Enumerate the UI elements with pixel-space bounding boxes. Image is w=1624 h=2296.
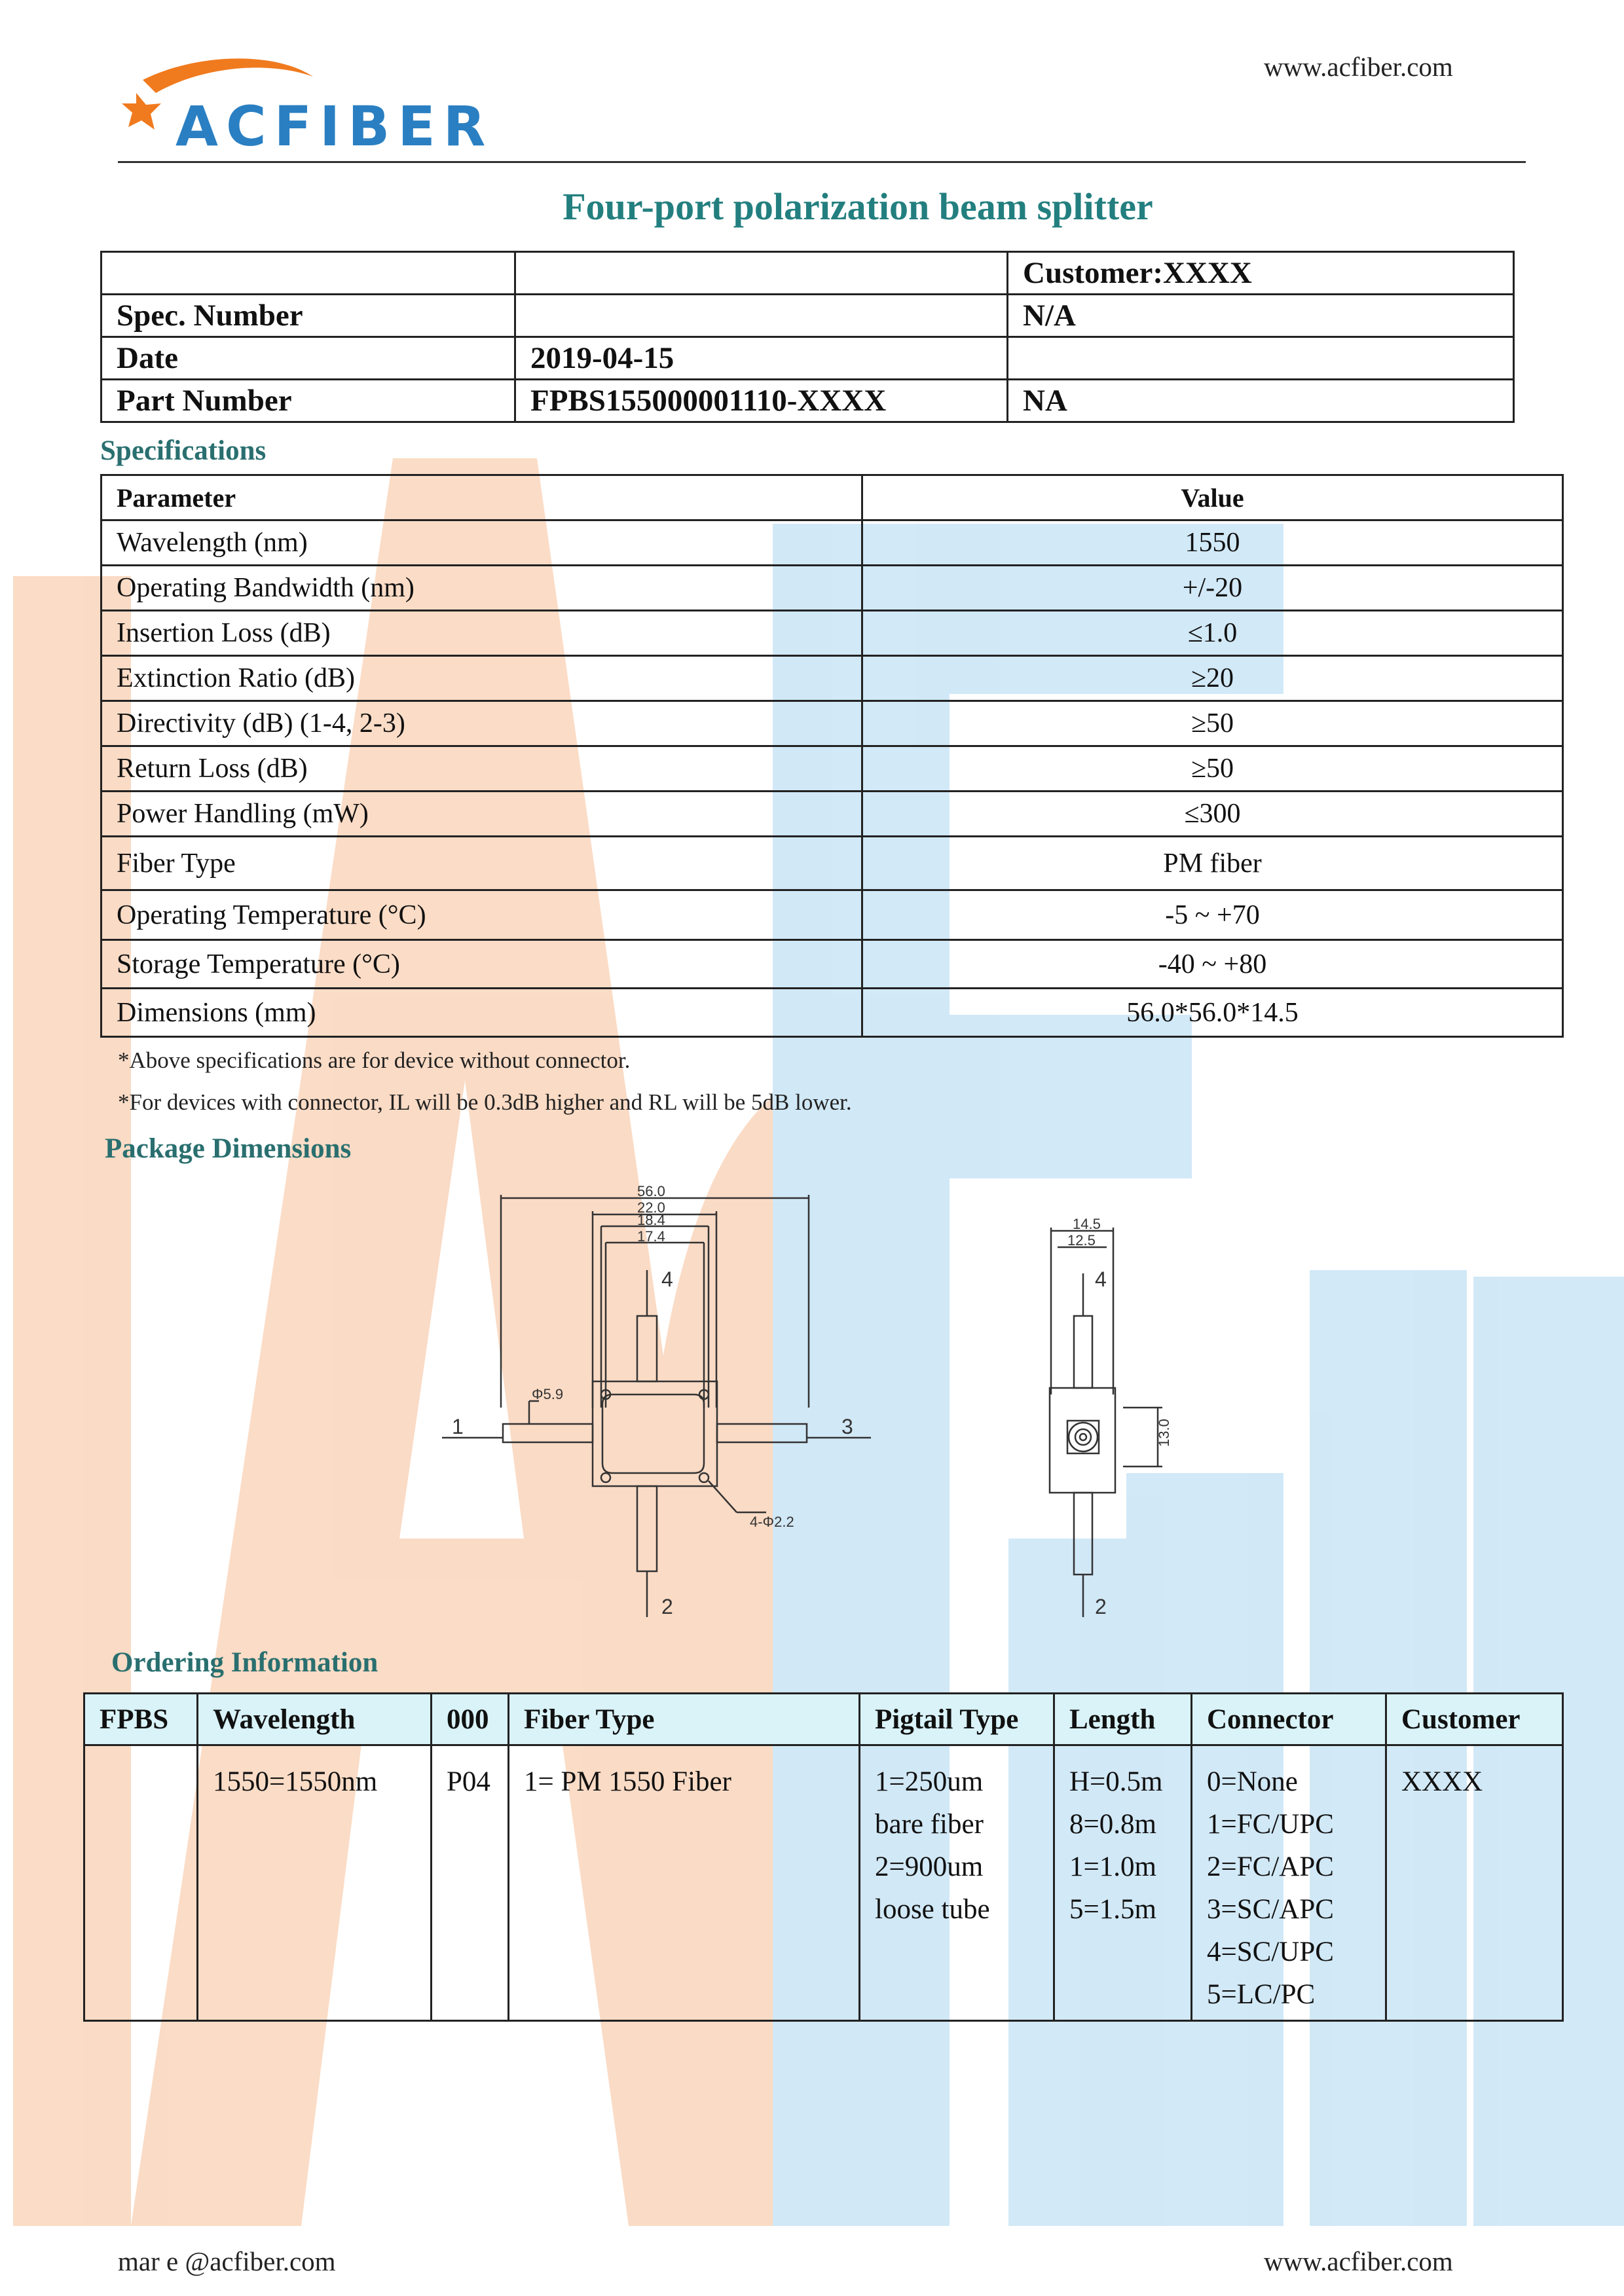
- port-2-label: 2: [661, 1595, 673, 1618]
- list-item: 8=0.8m: [1069, 1809, 1156, 1840]
- ordering-header-fpbs: FPBS: [84, 1694, 198, 1745]
- ordering-header-customer: Customer: [1386, 1694, 1563, 1745]
- spec-value: -5 ~ +70: [862, 890, 1563, 940]
- spec-value: ≥50: [862, 701, 1563, 746]
- spec-value: -40 ~ +80: [862, 940, 1563, 989]
- spec-parameter: Operating Temperature (°C): [101, 890, 862, 940]
- fiber-type-options: [509, 1745, 860, 2021]
- footer-email[interactable]: mar e @acfiber.com: [118, 2246, 336, 2276]
- spec-value: +/-20: [862, 566, 1563, 611]
- code-options: [432, 1745, 509, 2021]
- dim-17-label: 17.4: [637, 1228, 665, 1245]
- ordering-header-length: Length: [1054, 1694, 1192, 1745]
- package-dimension-drawing: [426, 1175, 1211, 1633]
- spec-value: 56.0*56.0*14.5: [862, 989, 1563, 1037]
- dim-14-label: 14.5: [1073, 1216, 1101, 1232]
- table-row: [101, 940, 1563, 989]
- ordering-header-row: [84, 1694, 1563, 1745]
- spec-value: ≤1.0: [862, 611, 1563, 656]
- acfiber-logo: [117, 54, 494, 158]
- spec-parameter: Storage Temperature (°C): [101, 940, 862, 989]
- list-item: XXXX: [1401, 1766, 1483, 1797]
- spec-parameter: Dimensions (mm): [101, 989, 862, 1037]
- spec-value: ≤300: [862, 792, 1563, 837]
- spec-value: ≥20: [862, 656, 1563, 701]
- ordering-options-row: [84, 1745, 1563, 2021]
- spec-number-value: N/A: [1008, 295, 1514, 337]
- spec-value: ≥50: [862, 746, 1563, 792]
- pigtail-type-options: [860, 1745, 1054, 2021]
- port-3-label: 3: [841, 1415, 853, 1438]
- list-item: 1= PM 1550 Fiber: [524, 1766, 731, 1797]
- connector-options: [1192, 1745, 1386, 2021]
- spec-parameter: Directivity (dB) (1-4, 2-3): [101, 701, 862, 746]
- table-row: [101, 746, 1563, 792]
- list-item: 2=FC/APC: [1207, 1851, 1334, 1882]
- spec-note-2: *For devices with connector, IL will be 0.3dB higher and RL will be 5dB lower.: [118, 1089, 852, 1115]
- header-website[interactable]: www.acfiber.com: [1264, 52, 1453, 82]
- table-row: [101, 566, 1563, 611]
- list-item: 1550=1550nm: [213, 1766, 378, 1797]
- spec-parameter: Power Handling (mW): [101, 792, 862, 837]
- part-number-extra: NA: [1008, 380, 1514, 422]
- header-divider: [118, 161, 1526, 163]
- dim-18-label: 18.4: [637, 1212, 665, 1228]
- port-4-label: 4: [661, 1267, 673, 1291]
- spec-value: 1550: [862, 520, 1563, 566]
- side-port-2-label: 2: [1095, 1595, 1107, 1618]
- col-parameter: Parameter: [101, 475, 862, 520]
- wavelength-options: [198, 1745, 432, 2021]
- list-item: loose tube: [875, 1894, 990, 1925]
- list-item: 3=SC/APC: [1207, 1894, 1334, 1925]
- specifications-table: [100, 474, 1564, 1038]
- ordering-heading: Ordering Information: [111, 1647, 378, 1678]
- list-item: 5=1.5m: [1069, 1894, 1156, 1925]
- customer-options: [1386, 1745, 1563, 2021]
- ordering-header-pigtail-type: Pigtail Type: [860, 1694, 1054, 1745]
- dim-22-label: 22.0: [637, 1199, 665, 1216]
- info-row-customer: [101, 252, 1514, 295]
- table-row: [101, 520, 1563, 566]
- part-number-label: Part Number: [101, 380, 515, 422]
- ordering-header-fiber-type: Fiber Type: [509, 1694, 860, 1745]
- length-options: [1054, 1745, 1192, 2021]
- dim-phi59-label: Φ5.9: [532, 1386, 564, 1402]
- list-item: 0=None: [1207, 1766, 1298, 1797]
- table-row: [101, 701, 1563, 746]
- dim-holes-label: 4-Φ2.2: [750, 1514, 794, 1530]
- info-row-date: [101, 337, 1514, 380]
- footer-website[interactable]: www.acfiber.com: [1264, 2246, 1453, 2276]
- document-title: Four-port polarization beam splitter: [563, 185, 1153, 228]
- table-row: [101, 989, 1563, 1037]
- info-row-part-number: [101, 380, 1514, 422]
- info-table: [100, 251, 1515, 423]
- customer-value: Customer:XXXX: [1008, 252, 1514, 295]
- dim-56-label: 56.0: [637, 1183, 665, 1199]
- list-item: 4=SC/UPC: [1207, 1937, 1334, 1967]
- table-row: [101, 611, 1563, 656]
- list-item: bare fiber: [875, 1809, 984, 1840]
- spec-note-1: *Above specifications are for device without connector.: [118, 1048, 631, 1073]
- date-value: 2019-04-15: [515, 337, 1008, 380]
- list-item: H=0.5m: [1069, 1766, 1163, 1797]
- table-row: [101, 792, 1563, 837]
- list-item: 1=FC/UPC: [1207, 1809, 1334, 1840]
- list-item: 2=900um: [875, 1851, 984, 1882]
- ordering-header-connector: Connector: [1192, 1694, 1386, 1745]
- ordering-header-code: 000: [432, 1694, 509, 1745]
- spec-number-label: Spec. Number: [101, 295, 515, 337]
- spec-header-row: [101, 475, 1563, 520]
- list-item: P04: [447, 1766, 490, 1797]
- package-dimensions-heading: Package Dimensions: [105, 1133, 352, 1164]
- specifications-heading: Specifications: [100, 435, 267, 466]
- dim-12-label: 12.5: [1067, 1232, 1096, 1248]
- ordering-header-wavelength: Wavelength: [198, 1694, 432, 1745]
- dim-13-label: 13.0: [1156, 1419, 1172, 1447]
- date-label: Date: [101, 337, 515, 380]
- list-item: 5=LC/PC: [1207, 1979, 1316, 2010]
- part-number-value: FPBS155000001110-XXXX: [515, 380, 1008, 422]
- list-item: 1=250um: [875, 1766, 984, 1797]
- spec-parameter: Fiber Type: [101, 837, 862, 890]
- spec-parameter: Extinction Ratio (dB): [101, 656, 862, 701]
- spec-parameter: Operating Bandwidth (nm): [101, 566, 862, 611]
- info-row-spec-number: [101, 295, 1514, 337]
- table-row: [101, 656, 1563, 701]
- table-row: [101, 890, 1563, 940]
- spec-parameter: Return Loss (dB): [101, 746, 862, 792]
- list-item: 1=1.0m: [1069, 1851, 1156, 1882]
- side-port-4-label: 4: [1095, 1267, 1107, 1291]
- spec-parameter: Insertion Loss (dB): [101, 611, 862, 656]
- port-1-label: 1: [452, 1415, 464, 1438]
- spec-value: PM fiber: [862, 837, 1563, 890]
- logo-text: ACFIBER: [175, 94, 494, 158]
- ordering-table: [83, 1692, 1564, 2022]
- spec-parameter: Wavelength (nm): [101, 520, 862, 566]
- table-row: [101, 837, 1563, 890]
- col-value: Value: [862, 475, 1563, 520]
